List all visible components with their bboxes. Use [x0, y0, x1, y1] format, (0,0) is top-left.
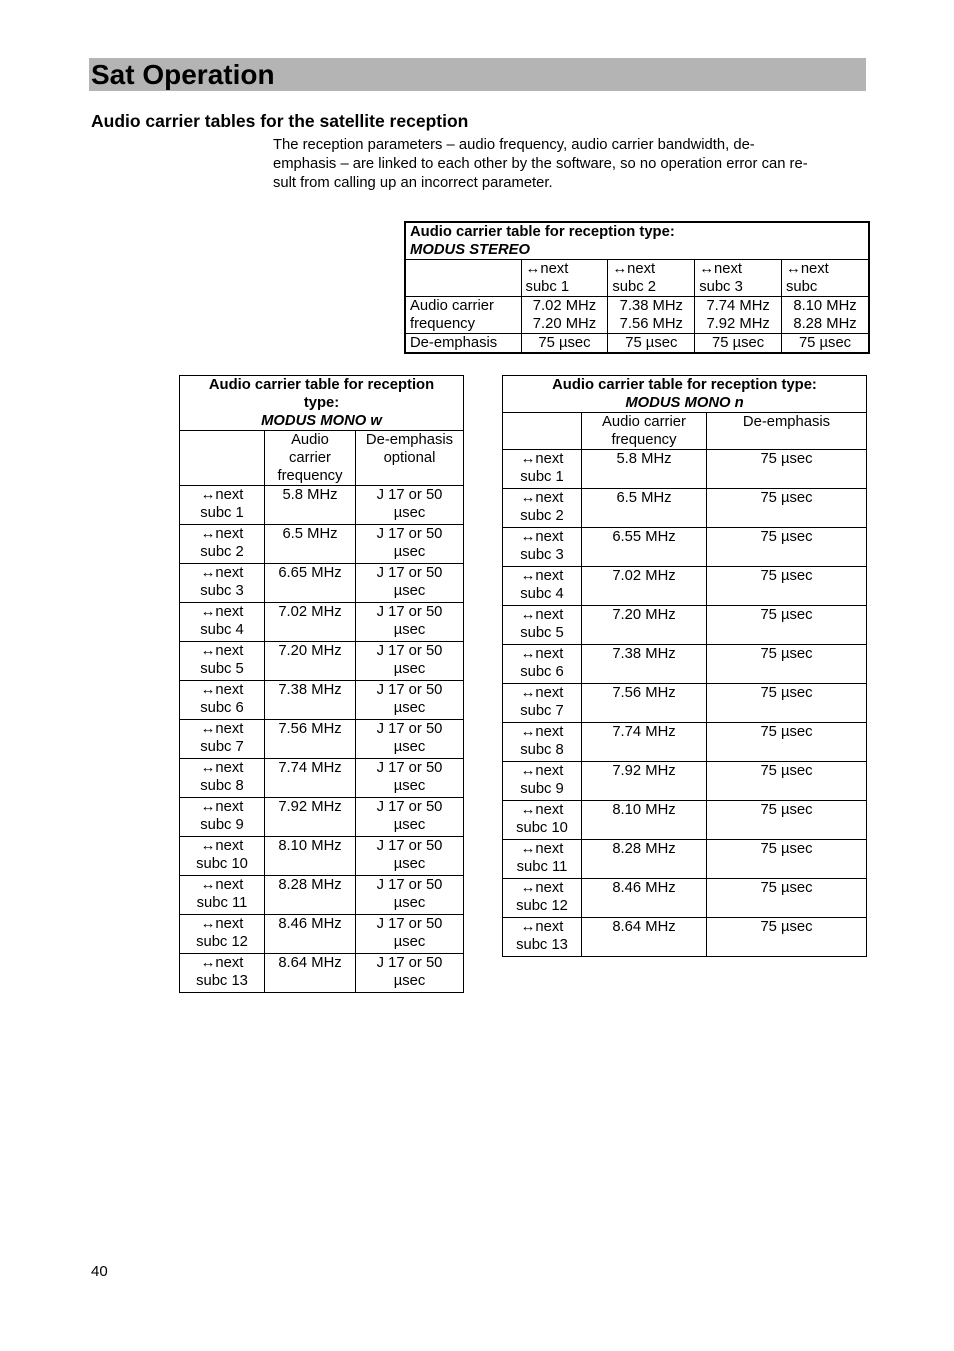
- subcarrier-cell: ↔next subc 8: [503, 723, 582, 762]
- page-title-bar: [89, 58, 866, 91]
- frequency-cell: 8.64 MHz: [265, 954, 356, 993]
- deemphasis-cell: 75 µsec: [707, 879, 867, 918]
- table-row: [180, 876, 464, 915]
- mono-w-table-mode: MODUS MONO w: [261, 413, 382, 429]
- subcarrier-cell: ↔next subc 12: [180, 915, 265, 954]
- column-header: Audio carrier frequency: [265, 431, 356, 486]
- frequency-cell: 8.46 MHz: [265, 915, 356, 954]
- table-row: [503, 723, 867, 762]
- frequency-cell: 5.8 MHz: [265, 486, 356, 525]
- frequency-cell: 7.02 MHz 7.20 MHz: [521, 297, 608, 334]
- frequency-cell: 8.46 MHz: [582, 879, 707, 918]
- deemphasis-cell: 75 µsec: [707, 489, 867, 528]
- frequency-cell: 5.8 MHz: [582, 450, 707, 489]
- deemphasis-cell: 75 µsec: [707, 723, 867, 762]
- subcarrier-cell: ↔next subc 11: [503, 840, 582, 879]
- subcarrier-cell: ↔next subc 9: [503, 762, 582, 801]
- deemphasis-cell: 75 µsec: [707, 528, 867, 567]
- table-row: [503, 684, 867, 723]
- frequency-cell: 7.20 MHz: [265, 642, 356, 681]
- table-row: [180, 681, 464, 720]
- mono-w-table-header: Audio carrier table for reception type: MODUS MONO w: [180, 376, 464, 431]
- table-row: [503, 840, 867, 879]
- deemphasis-cell: J 17 or 50 µsec: [356, 564, 464, 603]
- frequency-cell: 8.64 MHz: [582, 918, 707, 957]
- frequency-cell: 6.65 MHz: [265, 564, 356, 603]
- table-row: [503, 528, 867, 567]
- column-header: ↔next subc: [782, 260, 869, 297]
- frequency-cell: 7.20 MHz: [582, 606, 707, 645]
- deemphasis-cell: J 17 or 50 µsec: [356, 915, 464, 954]
- table-row: [503, 762, 867, 801]
- mono-n-table-header: Audio carrier table for reception type: MODUS MONO n: [503, 376, 867, 413]
- deemphasis-cell: J 17 or 50 µsec: [356, 720, 464, 759]
- table-row: [180, 915, 464, 954]
- frequency-cell: 7.38 MHz: [582, 645, 707, 684]
- deemphasis-cell: J 17 or 50 µsec: [356, 876, 464, 915]
- frequency-cell: 7.92 MHz: [582, 762, 707, 801]
- table-row: [180, 603, 464, 642]
- deemphasis-cell: 75 µsec: [707, 450, 867, 489]
- column-header: De-emphasis optional: [356, 431, 464, 486]
- subcarrier-cell: ↔next subc 7: [180, 720, 265, 759]
- deemphasis-cell: 75 µsec: [707, 567, 867, 606]
- frequency-cell: 7.74 MHz: [582, 723, 707, 762]
- subcarrier-cell: ↔next subc 13: [180, 954, 265, 993]
- subcarrier-cell: ↔next subc 3: [503, 528, 582, 567]
- mono-n-table-mode: MODUS MONO n: [625, 395, 744, 411]
- frequency-cell: 8.10 MHz: [582, 801, 707, 840]
- table-row: [180, 759, 464, 798]
- subcarrier-cell: ↔next subc 2: [503, 489, 582, 528]
- deemphasis-cell: 75 µsec: [707, 606, 867, 645]
- deemphasis-cell: 75 µsec: [608, 334, 695, 354]
- table-row: [503, 606, 867, 645]
- stereo-table-header: [405, 222, 869, 260]
- column-header: ↔next subc 2: [608, 260, 695, 297]
- intro-line: The reception parameters – audio frequency, audio carrier bandwidth, de-: [273, 137, 755, 153]
- table-row: [503, 567, 867, 606]
- stereo-table: [404, 221, 870, 354]
- deemphasis-cell: J 17 or 50 µsec: [356, 525, 464, 564]
- frequency-cell: 7.38 MHz: [265, 681, 356, 720]
- section-heading: Audio carrier tables for the satellite reception: [91, 111, 469, 131]
- subcarrier-cell: ↔next subc 4: [503, 567, 582, 606]
- frequency-cell: 7.74 MHz 7.92 MHz: [695, 297, 782, 334]
- stereo-table-mode: MODUS STEREO: [410, 242, 531, 258]
- column-header: ↔next subc 3: [695, 260, 782, 297]
- deemphasis-cell: 75 µsec: [707, 762, 867, 801]
- stereo-table-title: Audio carrier table for reception type:: [410, 224, 675, 240]
- empty-cell: [405, 260, 521, 297]
- table-row: [503, 450, 867, 489]
- table-row: [180, 837, 464, 876]
- subcarrier-cell: ↔next subc 10: [503, 801, 582, 840]
- row-label: De-emphasis: [405, 334, 521, 354]
- frequency-cell: 7.74 MHz: [265, 759, 356, 798]
- subcarrier-cell: ↔next subc 9: [180, 798, 265, 837]
- frequency-cell: 7.38 MHz 7.56 MHz: [608, 297, 695, 334]
- table-row: [503, 801, 867, 840]
- table-row: [503, 489, 867, 528]
- subcarrier-cell: ↔next subc 3: [180, 564, 265, 603]
- deemphasis-cell: J 17 or 50 µsec: [356, 681, 464, 720]
- frequency-cell: 8.10 MHz 8.28 MHz: [782, 297, 869, 334]
- mono-w-table: [179, 375, 464, 993]
- deemphasis-cell: 75 µsec: [707, 645, 867, 684]
- deemphasis-cell: J 17 or 50 µsec: [356, 486, 464, 525]
- deemphasis-cell: 75 µsec: [695, 334, 782, 354]
- table-row: [503, 879, 867, 918]
- frequency-cell: 7.56 MHz: [265, 720, 356, 759]
- subcarrier-cell: ↔next subc 12: [503, 879, 582, 918]
- subcarrier-cell: ↔next subc 5: [503, 606, 582, 645]
- subcarrier-cell: ↔next subc 1: [503, 450, 582, 489]
- deemphasis-cell: J 17 or 50 µsec: [356, 642, 464, 681]
- frequency-cell: 7.02 MHz: [582, 567, 707, 606]
- deemphasis-cell: J 17 or 50 µsec: [356, 798, 464, 837]
- page-number: 40: [91, 1263, 108, 1280]
- deemphasis-cell: J 17 or 50 µsec: [356, 603, 464, 642]
- subcarrier-cell: ↔next subc 13: [503, 918, 582, 957]
- frequency-cell: 7.02 MHz: [265, 603, 356, 642]
- frequency-cell: 6.5 MHz: [265, 525, 356, 564]
- table-row: [180, 525, 464, 564]
- table-row: [503, 645, 867, 684]
- deemphasis-cell: 75 µsec: [521, 334, 608, 354]
- deemphasis-cell: J 17 or 50 µsec: [356, 837, 464, 876]
- subcarrier-cell: ↔next subc 8: [180, 759, 265, 798]
- deemphasis-cell: 75 µsec: [782, 334, 869, 354]
- deemphasis-cell: 75 µsec: [707, 801, 867, 840]
- frequency-cell: 6.55 MHz: [582, 528, 707, 567]
- table-row: [503, 918, 867, 957]
- deemphasis-cell: 75 µsec: [707, 918, 867, 957]
- frequency-cell: 8.28 MHz: [582, 840, 707, 879]
- mono-n-table: [502, 375, 867, 957]
- subcarrier-cell: ↔next subc 6: [503, 645, 582, 684]
- deemphasis-cell: J 17 or 50 µsec: [356, 954, 464, 993]
- column-header: Audio carrier frequency: [582, 413, 707, 450]
- subcarrier-cell: ↔next subc 2: [180, 525, 265, 564]
- table-row: [180, 486, 464, 525]
- column-header: ↔next subc 1: [521, 260, 608, 297]
- deemphasis-cell: 75 µsec: [707, 840, 867, 879]
- subcarrier-cell: ↔next subc 6: [180, 681, 265, 720]
- empty-cell: [180, 431, 265, 486]
- subcarrier-cell: ↔next subc 7: [503, 684, 582, 723]
- table-row: [180, 642, 464, 681]
- table-row: [180, 798, 464, 837]
- frequency-cell: 6.5 MHz: [582, 489, 707, 528]
- frequency-cell: 8.10 MHz: [265, 837, 356, 876]
- deemphasis-cell: 75 µsec: [707, 684, 867, 723]
- subcarrier-cell: ↔next subc 10: [180, 837, 265, 876]
- frequency-cell: 7.56 MHz: [582, 684, 707, 723]
- subcarrier-cell: ↔next subc 5: [180, 642, 265, 681]
- subcarrier-cell: ↔next subc 1: [180, 486, 265, 525]
- intro-line: emphasis – are linked to each other by the software, so no operation error can re-: [273, 156, 808, 172]
- frequency-cell: 7.92 MHz: [265, 798, 356, 837]
- subcarrier-cell: ↔next subc 4: [180, 603, 265, 642]
- deemphasis-cell: J 17 or 50 µsec: [356, 759, 464, 798]
- column-header: De-emphasis: [707, 413, 867, 450]
- table-row: [180, 954, 464, 993]
- intro-paragraph: [273, 136, 858, 193]
- table-row: [180, 720, 464, 759]
- frequency-cell: 8.28 MHz: [265, 876, 356, 915]
- table-row: [180, 564, 464, 603]
- row-label: Audio carrier frequency: [405, 297, 521, 334]
- subcarrier-cell: ↔next subc 11: [180, 876, 265, 915]
- intro-line: sult from calling up an incorrect parameter.: [273, 175, 553, 191]
- page-title: Sat Operation: [91, 59, 275, 90]
- empty-cell: [503, 413, 582, 450]
